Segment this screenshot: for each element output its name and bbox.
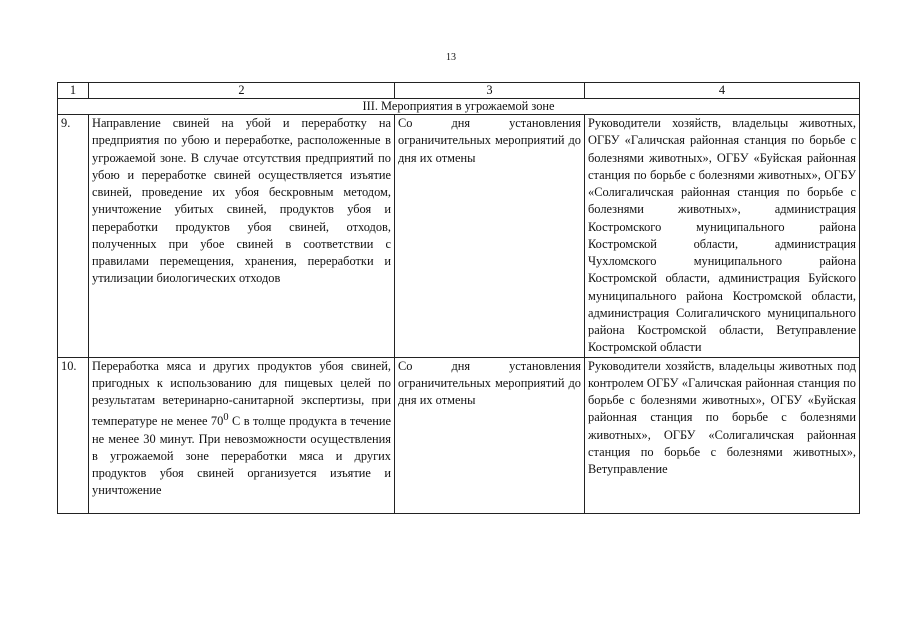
page-number: 13 <box>446 52 456 63</box>
column-header-4: 4 <box>585 83 860 99</box>
term-text: Со дня установления ограничительных мероприятий до дня их отмены <box>398 358 581 407</box>
responsible-cell: Руководители хозяйств, владельцы животных, ОГБУ «Галичская районная станция по борьбе с болезнями животных», ОГБУ «Буйская районная станция по борьбе с болезнями животных», ОГБУ «Солигаличская районная станция по борьбе с болезнями животных», администрация Костромского муниципального района Костромской области, администрация Чухломского муниципального района Костромской области, администрация Буйского муниципального района Костромской области, администрация Солигаличского муниципального района Костромской области, Ветуправление Костромской области <box>585 115 860 358</box>
row-number: 9. <box>58 115 89 358</box>
responsible-text: Руководители хозяйств, владельцы животных под контролем ОГБУ «Галичская районная станция по борьбе с болезнями животных», ОГБУ «Буйская районная станция по борьбе с болезнями животных», ОГБУ «Солигаличская районная станция по борьбе с болезнями животных», Ветуправление <box>588 358 856 476</box>
responsible-cell <box>585 357 860 513</box>
term-cell <box>395 357 585 513</box>
measure-cell <box>89 357 395 513</box>
row-number: 10. <box>58 357 89 513</box>
measure-cell: Направление свиней на убой и переработку на предприятия по убою и переработке, расположенные в угрожаемой зоне. В случае отсутствия предприятий по убою и переработке свиней осуществляется изъятие свиней, проведение их убоя бескровным методом, уничтожение убитых свиней, продуктов убоя и переработки продуктов убоя свиней, отходов, полученных при убое свиней в соответствии с правилами перемещения, хранения, переработки и утилизации биологических отходов <box>89 115 395 358</box>
header-row <box>58 83 860 99</box>
column-header-1: 1 <box>58 83 89 99</box>
measures-table <box>57 82 860 514</box>
degree-superscript: 0 <box>223 412 229 424</box>
column-header-2: 2 <box>89 83 395 99</box>
table-row <box>58 115 860 358</box>
column-header-3: 3 <box>395 83 585 99</box>
term-cell: Со дня установления ограничительных мероприятий до дня их отмены <box>395 115 585 358</box>
section-row <box>58 99 860 115</box>
section-title: III. Мероприятия в угрожаемой зоне <box>58 99 860 115</box>
measure-text-part2: С в толще продукта в течение не менее 30 минут. При невозможности осуществления в угрожаемой зоне переработки мяса и других продуктов убоя свиней организуется изъятие и уничтожение <box>92 414 391 498</box>
measure-text-part1: Переработка мяса и других продуктов убоя свиней, пригодных к использованию для пищевых целей по результатам ветеринарно-санитарной экспертизы, при температуре не менее 70 <box>92 358 391 429</box>
table-row <box>58 357 860 513</box>
